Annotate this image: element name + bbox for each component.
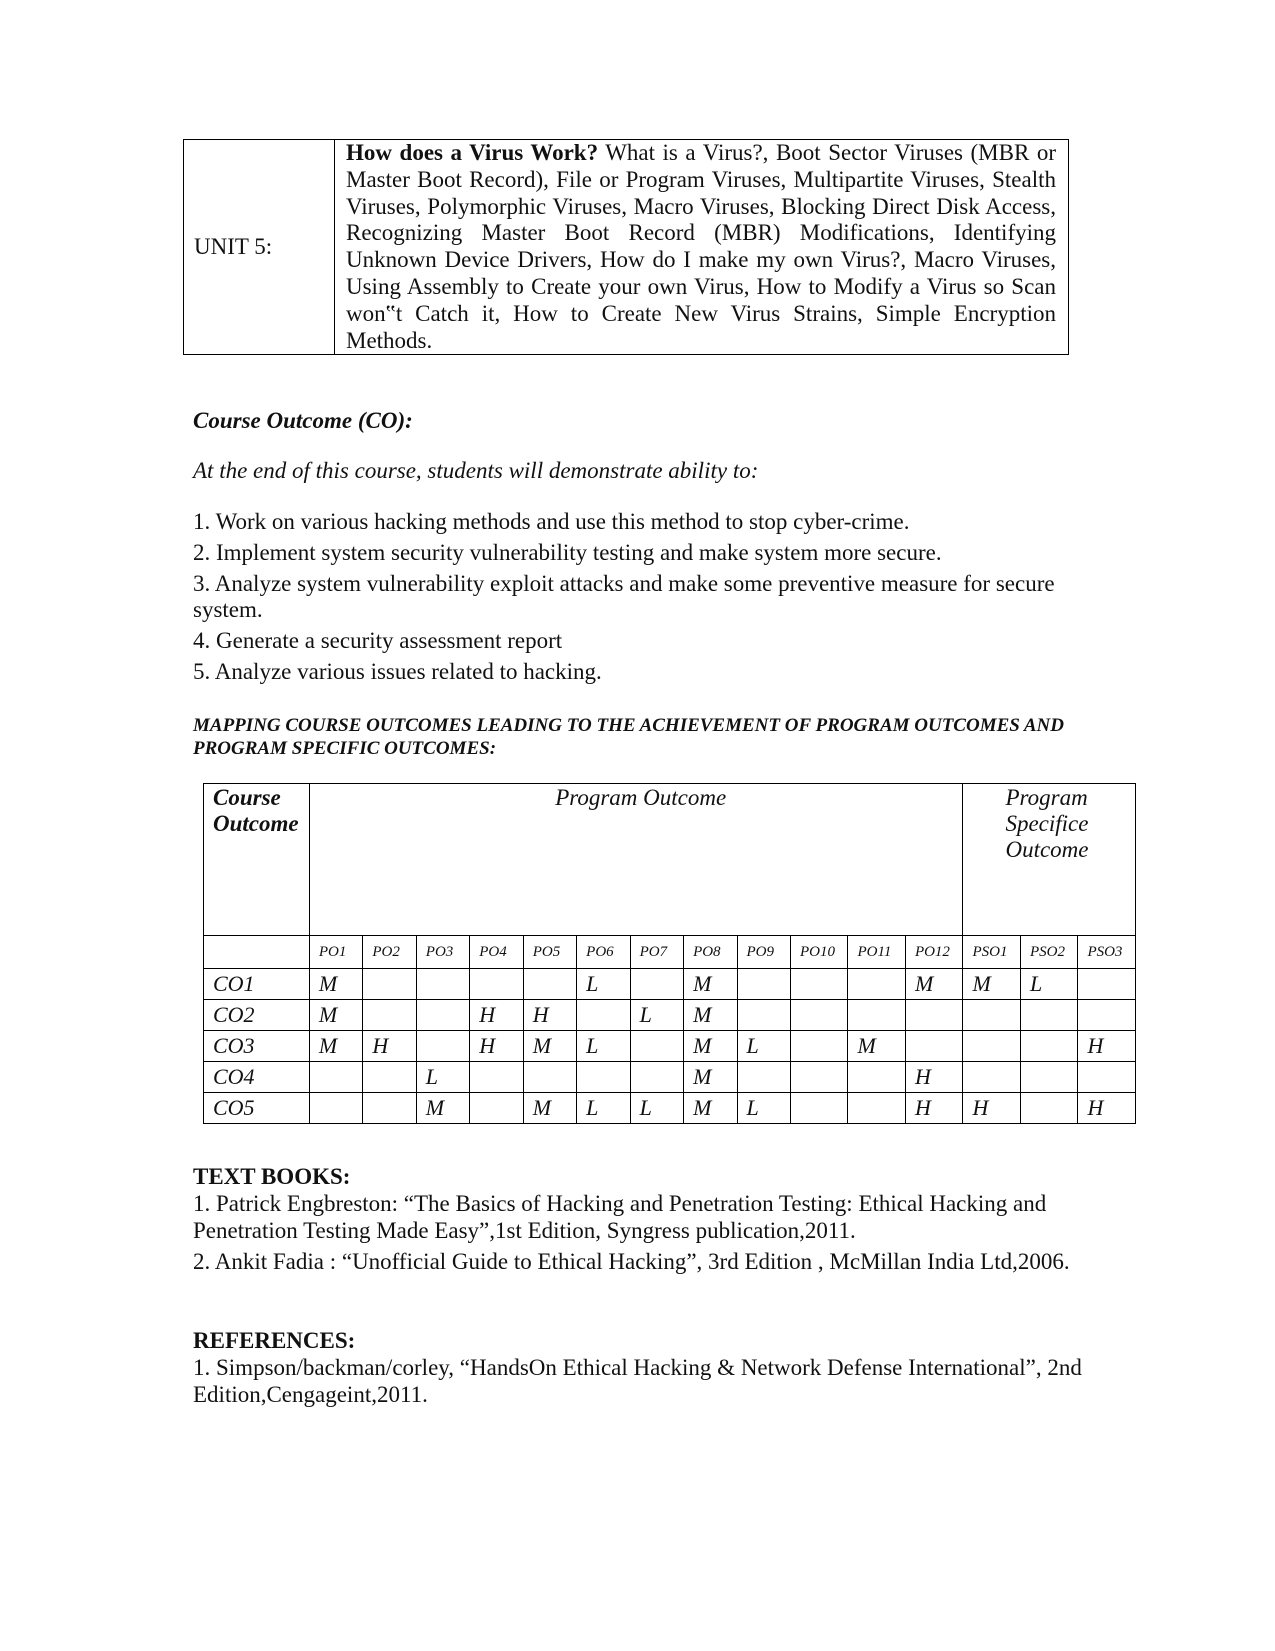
mapping-cell: [363, 969, 416, 1000]
column-header-po7: PO7: [630, 936, 683, 969]
column-header-po1: PO1: [309, 936, 362, 969]
mapping-cell: L: [737, 1031, 790, 1062]
table-row: [204, 1062, 1136, 1093]
mapping-cell: [848, 1062, 905, 1093]
list-item: 3. Analyze system vulnerability exploit attacks and make some preventive measure for secure system.: [193, 570, 1055, 623]
mapping-cell: H: [363, 1031, 416, 1062]
references-heading: REFERENCES:: [193, 1328, 356, 1353]
row-label: CO4: [204, 1062, 310, 1093]
mapping-cell: L: [416, 1062, 469, 1093]
column-header-po8: PO8: [684, 936, 737, 969]
column-header-blank: [204, 936, 310, 969]
mapping-cell: H: [963, 1093, 1020, 1124]
mapping-cell: M: [309, 1000, 362, 1031]
unit-title: How does a Virus Work?: [346, 140, 599, 165]
mapping-cell: [963, 1000, 1020, 1031]
mapping-cell: M: [309, 969, 362, 1000]
mapping-cell: [363, 1000, 416, 1031]
mapping-cell: [1078, 1062, 1136, 1093]
mapping-cell: M: [523, 1093, 576, 1124]
mapping-cell: H: [470, 1000, 523, 1031]
mapping-cell: [963, 1062, 1020, 1093]
mapping-cell: [1020, 1062, 1077, 1093]
mapping-cell: M: [684, 969, 737, 1000]
mapping-cell: [416, 1000, 469, 1031]
mapping-cell: L: [1020, 969, 1077, 1000]
table-row: [204, 1031, 1136, 1062]
column-header-pso2: PSO2: [1020, 936, 1077, 969]
mapping-cell: [577, 1062, 630, 1093]
table-row: [204, 1000, 1136, 1031]
row-label: CO1: [204, 969, 310, 1000]
mapping-cell: [523, 969, 576, 1000]
mapping-cell: [577, 1000, 630, 1031]
mapping-cell: H: [1078, 1031, 1136, 1062]
mapping-cell: H: [523, 1000, 576, 1031]
mapping-cell: H: [1078, 1093, 1136, 1124]
mapping-cell: [416, 1031, 469, 1062]
mapping-cell: [470, 1062, 523, 1093]
mapping-cell: [790, 969, 847, 1000]
list-item: 2. Implement system security vulnerability testing and make system more secure.: [193, 539, 942, 565]
mapping-cell: [630, 969, 683, 1000]
column-header-po10: PO10: [790, 936, 847, 969]
course-outcome-intro: At the end of this course, students will demonstrate ability to:: [193, 458, 759, 483]
mapping-cell: [790, 1093, 847, 1124]
column-header-pso3: PSO3: [1078, 936, 1136, 969]
mapping-cell: [1020, 1093, 1077, 1124]
mapping-cell: L: [630, 1000, 683, 1031]
mapping-cell: M: [416, 1093, 469, 1124]
column-header-po5: PO5: [523, 936, 576, 969]
table-row: [204, 969, 1136, 1000]
mapping-cell: [470, 1093, 523, 1124]
mapping-cell: M: [848, 1031, 905, 1062]
mapping-cell: M: [523, 1031, 576, 1062]
column-header-pso1: PSO1: [963, 936, 1020, 969]
row-label: CO2: [204, 1000, 310, 1031]
course-outcome-heading: Course Outcome (CO):: [193, 408, 413, 433]
header-program-outcome: Program Outcome: [309, 784, 963, 936]
text-books-heading: TEXT BOOKS:: [193, 1164, 351, 1189]
mapping-cell: [848, 1000, 905, 1031]
mapping-cell: [1020, 1031, 1077, 1062]
mapping-cell: [905, 1000, 963, 1031]
mapping-cell: H: [905, 1093, 963, 1124]
mapping-cell: [523, 1062, 576, 1093]
course-outcome-list: [193, 509, 1073, 689]
reference-item: 1. Simpson/backman/corley, “HandsOn Ethical Hacking & Network Defense International”, 2nd Edition,Cengageint,2011.: [193, 1355, 1082, 1407]
mapping-cell: [848, 969, 905, 1000]
mapping-cell: [630, 1062, 683, 1093]
mapping-cell: M: [684, 1000, 737, 1031]
unit-table: [183, 139, 1069, 355]
list-item: 5. Analyze various issues related to hacking.: [193, 658, 602, 684]
mapping-cell: L: [737, 1093, 790, 1124]
column-header-po11: PO11: [848, 936, 905, 969]
row-label: CO3: [204, 1031, 310, 1062]
mapping-cell: M: [963, 969, 1020, 1000]
mapping-table: [203, 783, 1136, 1124]
mapping-cell: M: [684, 1062, 737, 1093]
mapping-cell: [737, 969, 790, 1000]
mapping-body: [204, 969, 1136, 1124]
list-item: 4. Generate a security assessment report: [193, 627, 563, 653]
mapping-cell: [905, 1031, 963, 1062]
mapping-cell: [790, 1000, 847, 1031]
unit-body-text: What is a Virus?, Boot Sector Viruses (MBR or Master Boot Record), File or Program Viruses, Multipartite Viruses, Stealth Viruses, Polymorphic Viruses, Macro Viruses, Blocking Direct Disk Access, Recognizing Master Boot Record (MBR) Modifications, Identifying Unknown Device Drivers, How do I make my own Virus?, Macro Viruses, Using Assembly to Create your own Virus, How to Modify a Virus so Scan won‟t Catch it, How to Create New Virus Strains, Simple Encryption Methods.: [346, 140, 1056, 353]
mapping-cell: [1020, 1000, 1077, 1031]
unit-description: [335, 140, 1069, 355]
mapping-cell: [737, 1000, 790, 1031]
mapping-cell: [309, 1093, 362, 1124]
mapping-cell: [963, 1031, 1020, 1062]
mapping-cell: [363, 1093, 416, 1124]
mapping-cell: [630, 1031, 683, 1062]
mapping-title: MAPPING COURSE OUTCOMES LEADING TO THE ACHIEVEMENT OF PROGRAM OUTCOMES AND PROGRAM SPECIFIC OUTCOMES:: [193, 715, 1064, 759]
text-book-item: 2. Ankit Fadia : “Unofficial Guide to Ethical Hacking”, 3rd Edition , McMillan India Ltd,2006.: [193, 1249, 1070, 1274]
table-row: [204, 1093, 1136, 1124]
mapping-cell: [470, 969, 523, 1000]
column-header-po2: PO2: [363, 936, 416, 969]
row-label: CO5: [204, 1093, 310, 1124]
column-header-po9: PO9: [737, 936, 790, 969]
mapping-cell: L: [630, 1093, 683, 1124]
unit-label: UNIT 5:: [184, 140, 335, 355]
column-header-po6: PO6: [577, 936, 630, 969]
mapping-cell: M: [684, 1031, 737, 1062]
mapping-cell: [363, 1062, 416, 1093]
header-program-specific-outcome: Program Specifice Outcome: [963, 784, 1136, 936]
mapping-cell: [848, 1093, 905, 1124]
column-header-po4: PO4: [470, 936, 523, 969]
mapping-cell: L: [577, 1031, 630, 1062]
mapping-cell: L: [577, 1093, 630, 1124]
column-header-po3: PO3: [416, 936, 469, 969]
column-header-row: [204, 936, 1136, 969]
column-header-po12: PO12: [905, 936, 963, 969]
mapping-cell: [416, 969, 469, 1000]
list-item: 1. Work on various hacking methods and use this method to stop cyber-crime.: [193, 509, 910, 534]
mapping-cell: H: [905, 1062, 963, 1093]
mapping-cell: M: [905, 969, 963, 1000]
header-course-outcome: Course Outcome: [204, 784, 310, 936]
mapping-cell: M: [309, 1031, 362, 1062]
mapping-cell: [737, 1062, 790, 1093]
mapping-cell: M: [684, 1093, 737, 1124]
mapping-cell: L: [577, 969, 630, 1000]
text-book-item: 1. Patrick Engbreston: “The Basics of Hacking and Penetration Testing: Ethical Hacking and Penetration Testing Made Easy”,1st Edition, Syngress publication,2011.: [193, 1191, 1047, 1243]
mapping-cell: [1078, 969, 1136, 1000]
mapping-cell: [790, 1062, 847, 1093]
mapping-cell: [309, 1062, 362, 1093]
mapping-cell: [1078, 1000, 1136, 1031]
mapping-cell: H: [470, 1031, 523, 1062]
mapping-cell: [790, 1031, 847, 1062]
